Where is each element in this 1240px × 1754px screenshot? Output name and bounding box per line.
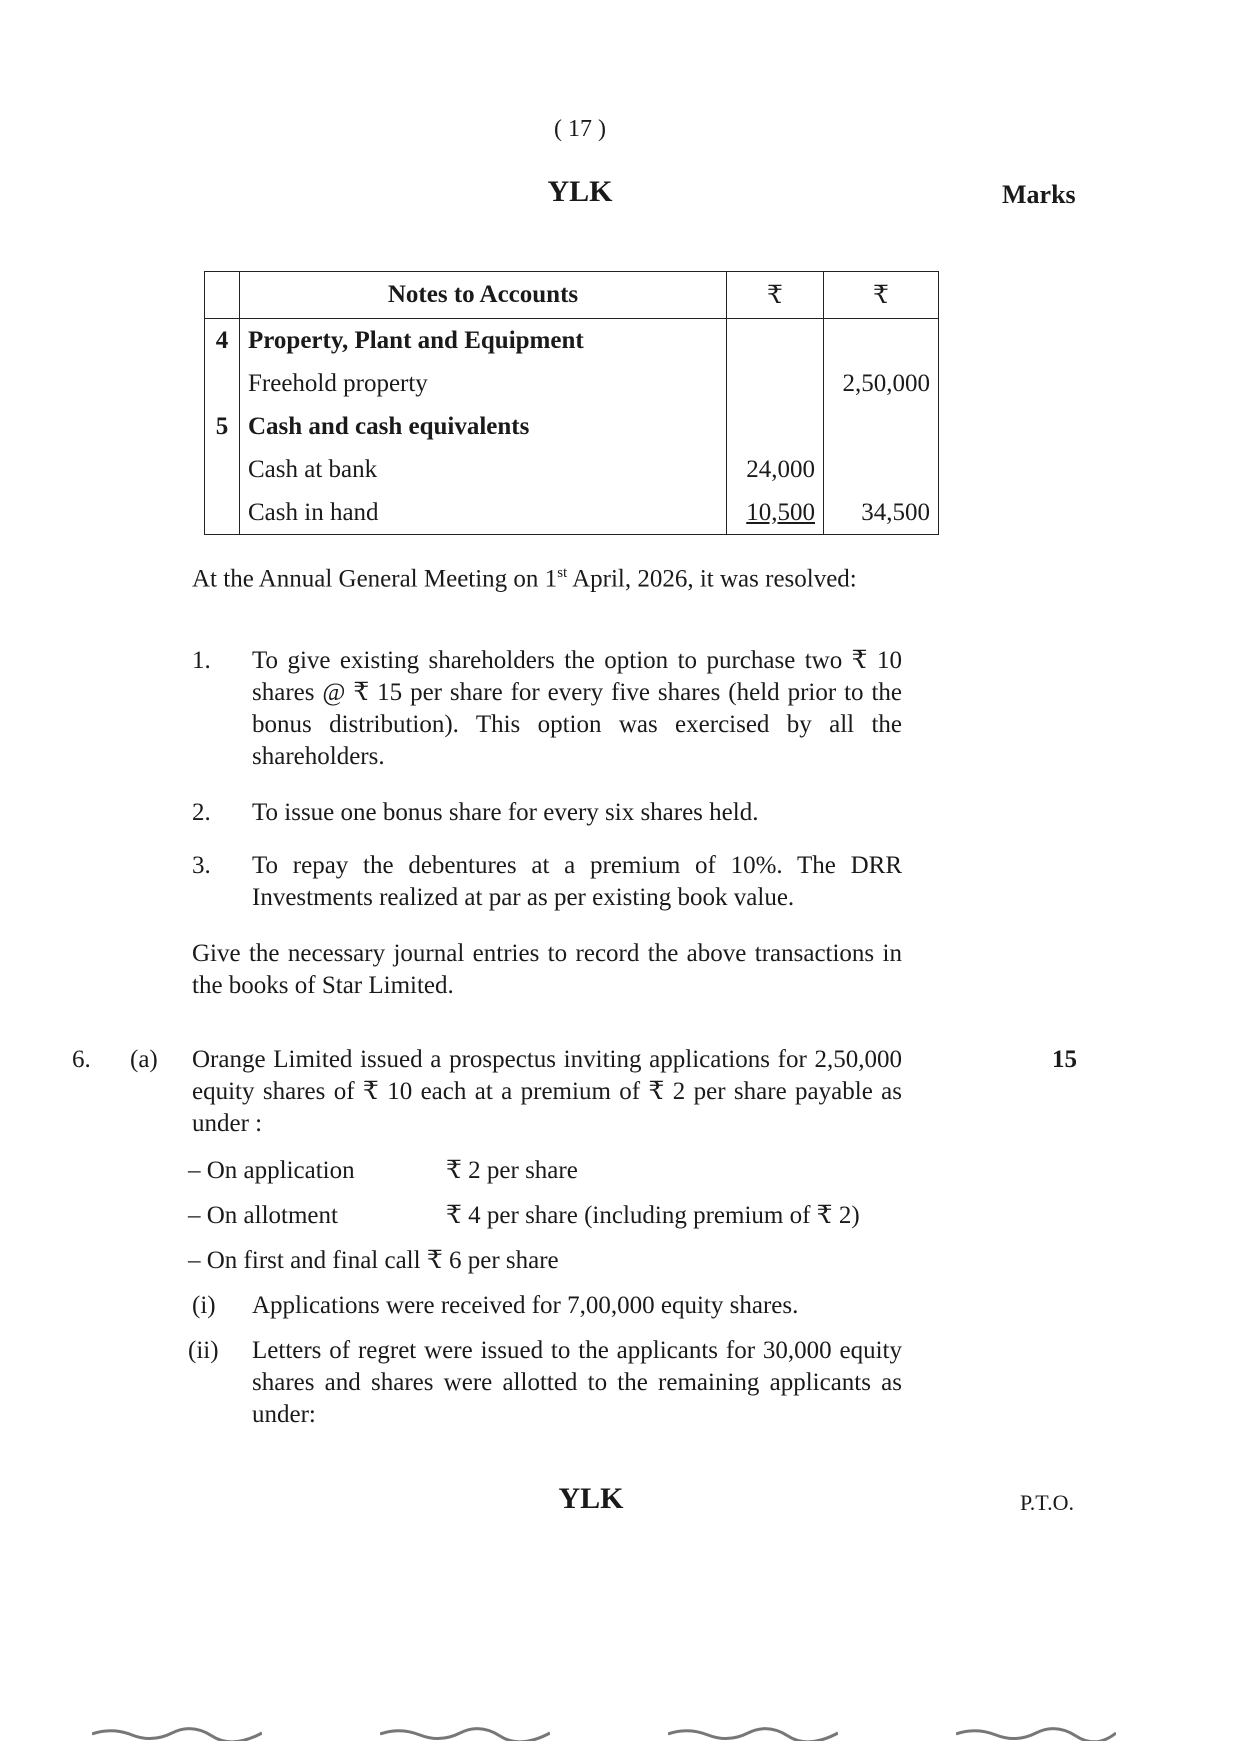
pto-label: P.T.O. (1020, 1490, 1074, 1515)
note-number (205, 362, 240, 405)
bottom-mark-icon (956, 1727, 1116, 1746)
marks-heading: Marks (1002, 180, 1076, 209)
question-part: (a) (130, 1046, 158, 1073)
paper-code-footer: YLK (558, 1482, 624, 1515)
amount-col2 (824, 405, 939, 448)
subitem-text: Letters of regret were issued to the applicants for 30,000 equity shares and shares were allotted to the remaining applicants as under: (252, 1337, 902, 1428)
bottom-mark-icon (668, 1727, 838, 1746)
question-intro: Orange Limited issued a prospectus inviting applications for 2,50,000 equity shares of ₹ 10 each at a premium of ₹ 2 per share payable as under : (192, 1046, 902, 1137)
note-number (205, 448, 240, 491)
payment-value: ₹ 2 per share (446, 1157, 578, 1184)
subitem-number: (ii) (188, 1337, 219, 1364)
note-number (205, 491, 240, 535)
table-row (205, 362, 939, 405)
agm-intro (192, 557, 902, 595)
payment-value: ₹ 4 per share (including premium of ₹ 2) (446, 1202, 860, 1229)
table-row (205, 448, 939, 491)
amount-col1: 10,500 (727, 491, 824, 535)
amount-col1 (727, 405, 824, 448)
payment-label: – On application (188, 1157, 355, 1184)
table-header-row (205, 272, 939, 319)
table-row (205, 319, 939, 363)
note-label: Cash in hand (240, 491, 727, 535)
note-number: 4 (205, 319, 240, 363)
amount-col2: 34,500 (824, 491, 939, 535)
note-label: Property, Plant and Equipment (240, 319, 727, 363)
agm-intro-post: April, 2026, it was resolved: (567, 565, 857, 593)
subitem-text: Applications were received for 7,00,000 equity shares. (252, 1292, 799, 1319)
payment-value: ₹ 6 per share (426, 1247, 559, 1274)
subitem-number: (i) (192, 1292, 216, 1319)
agm-intro-pre: At the Annual General Meeting on 1 (192, 565, 558, 593)
agm-intro-sup: st (557, 565, 568, 581)
question-marks: 15 (1052, 1046, 1077, 1073)
payment-label (188, 1245, 608, 1277)
table-header-col2: ₹ (824, 272, 939, 319)
amount-col2: 2,50,000 (824, 362, 939, 405)
table-header-no (205, 272, 240, 319)
note-label: Freehold property (240, 362, 727, 405)
amount-col1 (727, 319, 824, 363)
note-number: 5 (205, 405, 240, 448)
notes-to-accounts-table (204, 271, 939, 535)
table-header-title: Notes to Accounts (240, 272, 727, 319)
bottom-mark-icon (92, 1727, 262, 1746)
note-label: Cash at bank (240, 448, 727, 491)
amount-col2 (824, 319, 939, 363)
table-header-col1: ₹ (727, 272, 824, 319)
amount-col1: 24,000 (727, 448, 824, 491)
question-number: 6. (72, 1046, 91, 1073)
resolution-text: To issue one bonus share for every six shares held. (252, 799, 759, 826)
bottom-mark-icon (380, 1727, 550, 1746)
note-label: Cash and cash equivalents (240, 405, 727, 448)
amount-col1 (727, 362, 824, 405)
table-row (205, 405, 939, 448)
resolution-text: To give existing shareholders the option to purchase two ₹ 10 shares @ ₹ 15 per share for every five shares (held prior to the bonus distribution). This option was exercised by all the shareholders. (252, 647, 902, 770)
table-row (205, 491, 939, 535)
journal-instruction: Give the necessary journal entries to record the above transactions in the books of Star Limited. (192, 940, 902, 999)
paper-code-header: YLK (547, 175, 613, 208)
resolution-number: 1. (192, 647, 211, 674)
resolution-number: 3. (192, 852, 211, 879)
page-number: ( 17 ) (554, 116, 606, 142)
resolution-text: To repay the debentures at a premium of 10%. The DRR Investments realized at par as per existing book value. (252, 852, 902, 911)
payment-label: – On allotment (188, 1202, 338, 1229)
payment-label-text: – On first and final call (188, 1247, 421, 1274)
amount-col2 (824, 448, 939, 491)
resolution-number: 2. (192, 799, 211, 826)
